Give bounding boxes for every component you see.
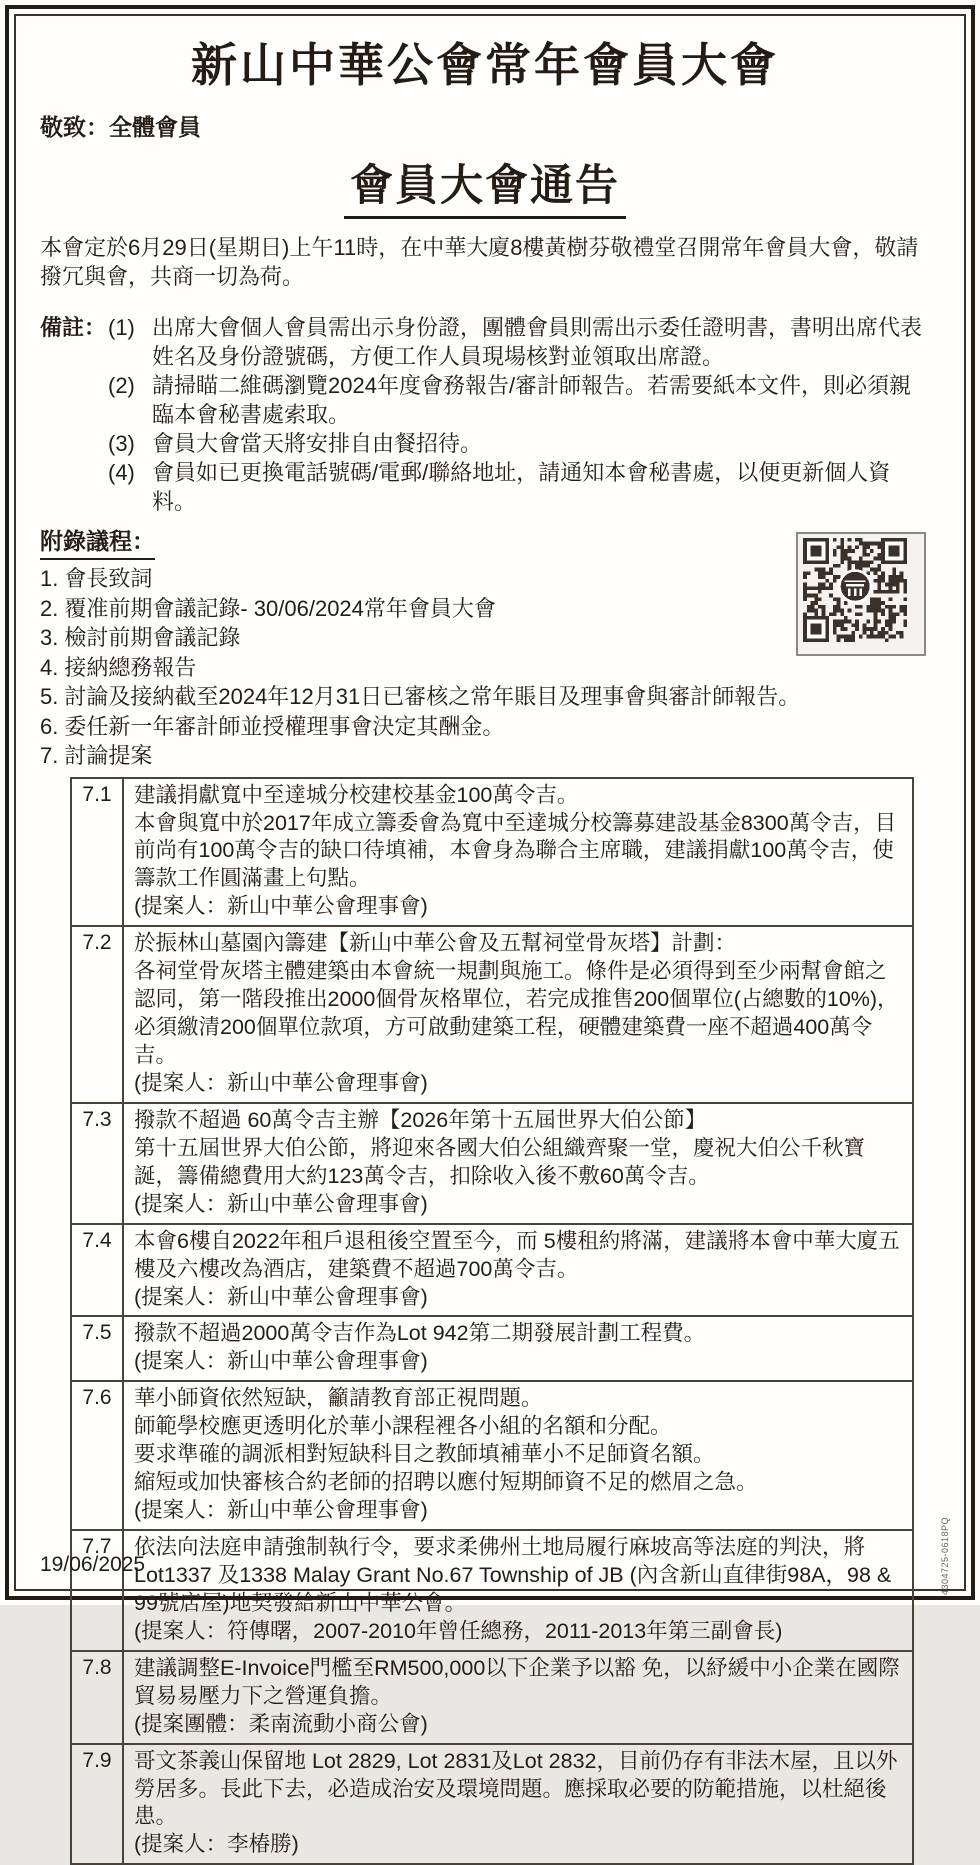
agenda-number: 3. — [40, 625, 59, 651]
agenda-item — [40, 741, 930, 770]
proposal-proposer: (提案人：李椿勝) — [134, 1832, 299, 1857]
agenda-item — [40, 682, 930, 711]
agenda-text: 委任新一年審計師並授權理事會決定其酬金。 — [64, 713, 505, 739]
proposal-body — [124, 1531, 912, 1650]
proposal-line: 要求準確的調派相對短缺科目之教師填補華小不足師資名額。 — [134, 1442, 715, 1467]
page-title: 新山中華公會常年會員大會 — [191, 39, 779, 91]
print-reference-code: 4304725-0618PQ — [940, 1517, 950, 1596]
proposal-row — [72, 925, 912, 1102]
remark-text: 會員如已更換電話號碼/電郵/聯絡地址，請通知本會秘書處，以便更新個人資料。 — [152, 460, 891, 515]
proposal-number: 7.2 — [72, 927, 124, 1102]
proposal-number: 7.5 — [72, 1317, 124, 1380]
intro-paragraph: 本會定於6月29日(星期日)上午11時，在中華大廈8樓黃樹芬敬禮堂召開常年會員大會，敬請撥冗與會，共商一切為荷。 — [40, 235, 919, 290]
proposal-proposer: (提案人：新山中華公會理事會) — [134, 1284, 428, 1309]
notice-title-wrap — [40, 152, 930, 219]
agenda-number: 7. — [40, 743, 59, 769]
agenda-number: 1. — [40, 566, 59, 592]
proposal-line: 本會與寬中於2017年成立籌委會為寬中至達城分校籌募建設基金8300萬令吉，目前尚有100萬令吉的缺口待填補，本會身為聯合主席職，建議捐獻100萬令吉，使籌款工作圓滿畫上句點。 — [134, 810, 897, 891]
agenda-number: 4. — [40, 654, 59, 680]
proposal-number: 7.9 — [72, 1745, 124, 1864]
proposal-line: 華小師資依然短缺，籲請教育部正視問題。 — [134, 1386, 543, 1411]
proposal-proposer: (提案團體：柔南流動小商公會) — [134, 1711, 428, 1736]
proposal-line: 撥款不超過2000萬令吉作為Lot 942第二期發展計劃工程費。 — [134, 1321, 706, 1346]
proposal-number: 7.3 — [72, 1104, 124, 1223]
proposal-body — [124, 1104, 912, 1223]
remark-text: 請掃瞄二維碼瀏覽2024年度會務報告/審計師報告。若需要紙本文件，則必須親臨本會秘書處索取。 — [152, 373, 912, 428]
proposal-proposer: (提案人：符傳曙，2007-2010年曾任總務，2011-2013年第三副會長) — [134, 1618, 783, 1643]
proposal-proposer: (提案人：新山中華公會理事會) — [134, 1191, 428, 1216]
agenda-number: 6. — [40, 713, 59, 739]
agenda-label: 附錄議程： — [40, 526, 155, 560]
proposal-line: 縮短或加快審核合約老師的招聘以應付短期師資不足的燃眉之急。 — [134, 1470, 758, 1495]
remark-text: 會員大會當天將安排自由餐招待。 — [152, 431, 483, 457]
proposal-body — [124, 779, 912, 926]
proposal-line: 本會6樓自2022年租戶退租後空置至今，而 5樓租約將滿，建議將本會中華大廈五樓及六樓改為酒店，建築費不超過700萬令吉。 — [134, 1228, 900, 1281]
proposal-number: 7.4 — [72, 1225, 124, 1316]
agenda-text: 討論提案 — [64, 743, 153, 769]
notice-title: 會員大會通告 — [344, 152, 626, 219]
proposal-line: 第十五屆世界大伯公節，將迎來各國大伯公組織齊聚一堂，慶祝大伯公千秋寶誕，籌備總費用大約123萬令吉，扣除收入後不敷60萬令吉。 — [134, 1135, 866, 1188]
proposal-proposer: (提案人：新山中華公會理事會) — [134, 894, 428, 919]
proposal-body — [124, 927, 912, 1102]
proposal-row — [72, 1743, 912, 1864]
agenda-section — [40, 526, 930, 770]
salutation: 敬致：全體會員 — [40, 114, 201, 141]
remark-item — [40, 458, 930, 516]
proposal-line: 依法向法庭申請強制執行令，要求柔佛州土地局履行麻坡高等法庭的判決，將Lot1337 及1338 Malay Grant No.67 Township of JB (內含新山直律街98A，98 & 99號店屋)地契發給新山中華公會。 — [134, 1535, 892, 1615]
proposal-line: 建議調整E-Invoice門檻至RM500,000以下企業予以豁 免，以紓緩中小企業在國際貿易易壓力下之營運負擔。 — [134, 1655, 900, 1708]
proposal-row — [72, 1102, 912, 1223]
agenda-text: 接納總務報告 — [64, 654, 197, 680]
remark-item — [40, 429, 930, 458]
proposal-body — [124, 1317, 912, 1380]
qr-code-image — [802, 538, 912, 642]
proposal-line: 哥文茶義山保留地 Lot 2829, Lot 2831及Lot 2832，目前仍存有非法木屋，且以外勞居多。長此下去，必造成治安及環境問題。應採取必要的防範措施，以杜絕後患。 — [134, 1748, 898, 1829]
proposal-line: 各祠堂骨灰塔主體建築由本會統一規劃與施工。條件是必須得到至少兩幫會館之認同，第一階段推出2000個骨灰格單位，若完成推售200個單位(占總數的10%)，必須繳清200個單位款項，方可啟動建築工程，硬體建築費一座不超過400萬令吉。 — [134, 959, 899, 1067]
remark-item — [40, 313, 930, 371]
remarks-label: 備註： — [40, 315, 107, 341]
agenda-item — [40, 653, 930, 682]
remark-number: (1) — [108, 315, 135, 341]
proposal-line: 於振林山墓園內籌建【新山中華公會及五幫祠堂骨灰塔】計劃： — [134, 931, 737, 956]
agenda-text: 討論及接納截至2024年12月31日已審核之常年賬目及理事會與審計師報告。 — [64, 684, 801, 710]
proposal-row — [72, 1650, 912, 1743]
proposal-row — [72, 1223, 912, 1316]
proposal-number: 7.8 — [72, 1652, 124, 1743]
proposal-number: 7.1 — [72, 779, 124, 926]
remark-item — [40, 371, 930, 429]
qr-code — [796, 532, 926, 656]
agenda-text: 檢討前期會議記錄 — [64, 625, 241, 651]
remark-number: (2) — [108, 373, 135, 399]
notice-content — [16, 16, 964, 1857]
agenda-text: 覆准前期會議記錄- 30/06/2024常年會員大會 — [64, 595, 496, 621]
proposal-body — [124, 1225, 912, 1316]
agenda-number: 5. — [40, 684, 59, 710]
proposal-body — [124, 1652, 912, 1743]
proposal-row — [72, 1529, 912, 1650]
proposal-body — [124, 1382, 912, 1529]
proposal-row — [72, 779, 912, 926]
proposal-line: 撥款不超過 60萬令吉主辦【2026年第十五屆世界大伯公節】 — [134, 1107, 707, 1132]
proposal-line: 師範學校應更透明化於華小課程裡各小組的名額和分配。 — [134, 1414, 672, 1439]
proposal-row — [72, 1380, 912, 1529]
proposals-table — [70, 777, 914, 1865]
agenda-number: 2. — [40, 595, 59, 621]
proposal-proposer: (提案人：新山中華公會理事會) — [134, 1070, 428, 1095]
agenda-item — [40, 712, 930, 741]
remark-number: (4) — [108, 460, 135, 486]
proposal-number: 7.7 — [72, 1531, 124, 1650]
agenda-text: 會長致詞 — [64, 566, 153, 592]
proposal-proposer: (提案人：新山中華公會理事會) — [134, 1349, 428, 1374]
proposal-proposer: (提案人：新山中華公會理事會) — [134, 1498, 428, 1523]
remarks-section — [40, 313, 930, 516]
proposal-number: 7.6 — [72, 1382, 124, 1529]
remark-text: 出席大會個人會員需出示身份證，團體會員則需出示委任證明書，書明出席代表姓名及身份證號碼，方便工作人員現場核對並領取出席證。 — [152, 315, 923, 370]
remark-number: (3) — [108, 431, 135, 457]
proposal-line: 建議捐獻寬中至達城分校建校基金100萬令吉。 — [134, 782, 579, 807]
proposal-row — [72, 1315, 912, 1380]
proposal-body — [124, 1745, 912, 1864]
issue-date: 19/06/2025 — [40, 1553, 146, 1576]
